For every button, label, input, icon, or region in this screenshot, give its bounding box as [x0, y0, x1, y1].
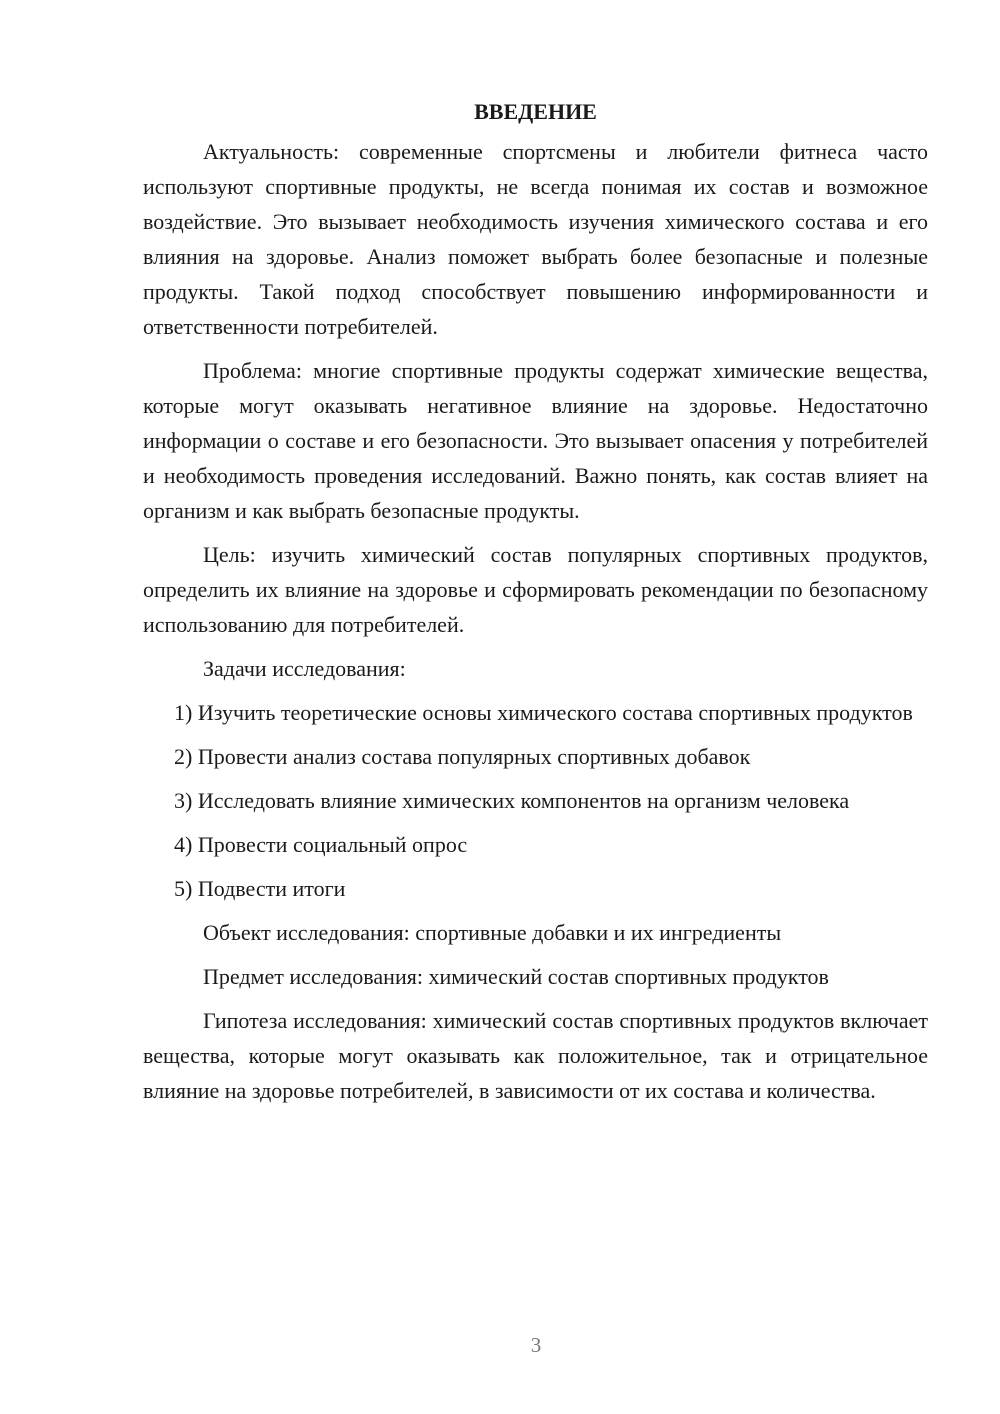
- task-item-2: 2) Провести анализ состава популярных спортивных добавок: [174, 744, 751, 769]
- page-number: 3: [530, 1333, 542, 1357]
- task-item-4: 4) Провести социальный опрос: [174, 832, 468, 857]
- task-item-1: 1) Изучить теоретические основы химического состава спортивных продуктов: [174, 700, 913, 725]
- object-paragraph: Объект исследования: спортивные добавки и их ингредиенты: [203, 920, 782, 945]
- hypothesis-paragraph: Гипотеза исследования: химический состав спортивных продуктов включает вещества, которые могут оказывать как положительное, так и отрицательное влияние на здоровье потребителей, в зависимости от их состава и количества.: [143, 1008, 928, 1103]
- task-item-5: 5) Подвести итоги: [174, 876, 346, 901]
- document-body: [143, 96, 928, 1108]
- goal-paragraph: Цель: изучить химический состав популярных спортивных продуктов, определить их влияние на здоровье и сформировать рекомендации по безопасному использованию для потребителей.: [143, 542, 928, 637]
- task-item-3: 3) Исследовать влияние химических компонентов на организм человека: [174, 788, 850, 813]
- tasks-heading: Задачи исследования:: [203, 656, 406, 681]
- relevance-paragraph: Актуальность: современные спортсмены и любители фитнеса часто используют спортивные продукты, не всегда понимая их состав и возможное воздействие. Это вызывает необходимость изучения химического состава и его влияния на здоровье. Анализ поможет выбрать более безопасные и полезные продукты. Такой подход способствует повышению информированности и ответственности потребителей.: [143, 139, 928, 339]
- subject-paragraph: Предмет исследования: химический состав спортивных продуктов: [203, 964, 829, 989]
- problem-paragraph: Проблема: многие спортивные продукты содержат химические вещества, которые могут оказывать негативное влияние на здоровье. Недостаточно информации о составе и его безопасности. Это вызывает опасения у потребителей и необходимость проведения исследований. Важно понять, как состав влияет на организм и как выбрать безопасные продукты.: [143, 358, 928, 523]
- section-title: ВВЕДЕНИЕ: [474, 99, 597, 124]
